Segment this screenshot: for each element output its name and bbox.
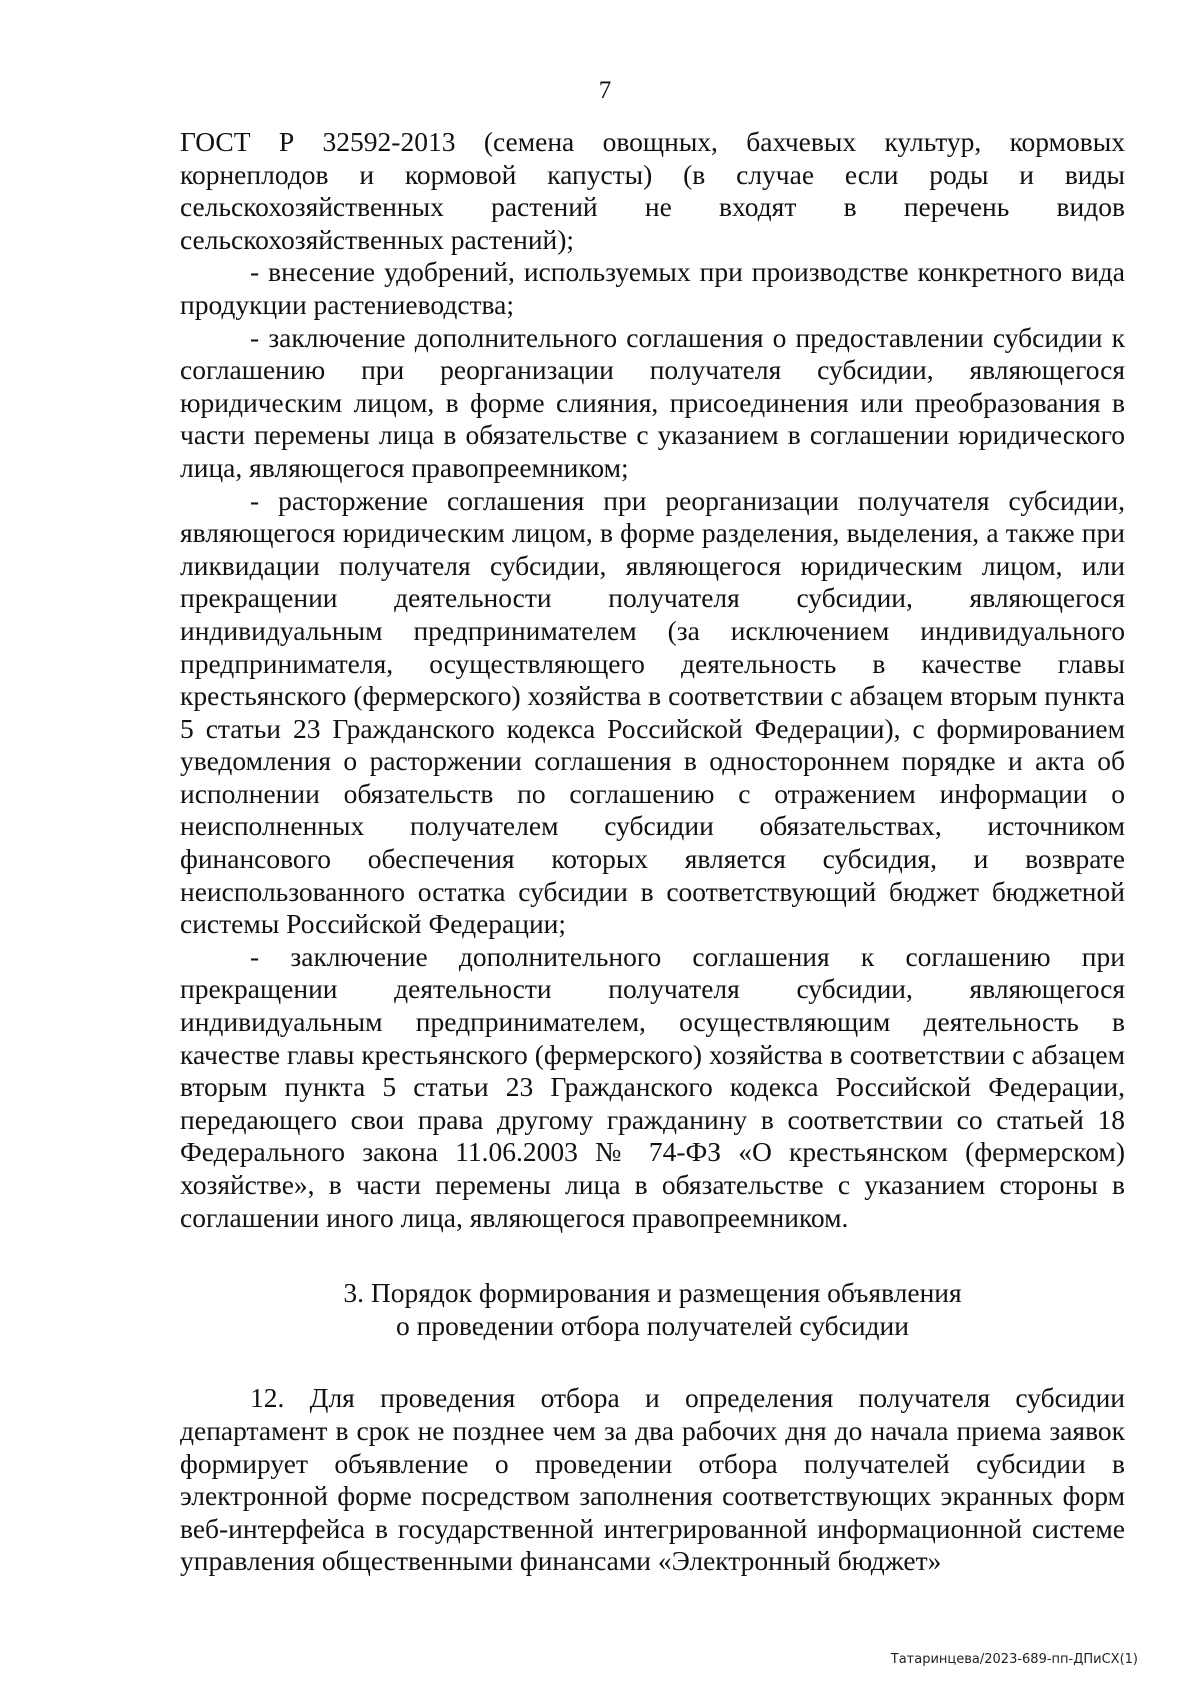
document-body	[180, 126, 1125, 1578]
paragraph-gost-continuation: ГОСТ Р 32592-2013 (семена овощных, бахчевых культур, кормовых корнеплодов и кормовой капусты) (в случае если роды и виды сельскохозяйственных растений не входят в перечень видов сельскохозяйственных растений);	[180, 126, 1125, 255]
paragraph-fertilizers: - внесение удобрений, используемых при производстве конкретного вида продукции растениеводства;	[180, 256, 1125, 320]
paragraph-additional-agreement-reorganization: - заключение дополнительного соглашения о предоставлении субсидии к соглашению при реорганизации получателя субсидии, являющегося юридическим лицом, в форме слияния, присоединения или преобразования в части перемены лица в обязательстве с указанием в соглашении юридического лица, являющегося правопреемником;	[180, 321, 1125, 483]
section-heading-line-1: 3. Порядок формирования и размещения объявления	[343, 1277, 962, 1309]
page-number: 7	[598, 77, 612, 104]
section-heading-line-2: о проведении отбора получателей субсидии	[396, 1309, 909, 1341]
section-heading	[180, 1277, 1125, 1342]
paragraph-item-12: 12. Для проведения отбора и определения получателя субсидии департамент в срок не позднее чем за два рабочих дня до начала приема заявок формирует объявление о проведении отбора получателей субсидии в электронной форме посредством заполнения соответствующих экранных форм веб-интерфейса в государственной интегрированной информационной системе управления общественными финансами «Электронный бюджет»	[180, 1382, 1125, 1577]
document-footer-code: Татаринцева/2023-689-пп-ДПиСХ(1)	[890, 1652, 1138, 1667]
paragraph-additional-agreement-farm: - заключение дополнительного соглашения к соглашению при прекращении деятельности получателя субсидии, являющегося индивидуальным предпринимателем, осуществляющим деятельность в качестве главы крестьянского (фермерского) хозяйства в соответствии с абзацем вторым пункта 5 статьи 23 Гражданского кодекса Российской Федерации, передающего свои права другому гражданину в соответствии со статьей 18 Федерального закона 11.06.2003 № 74-ФЗ «О крестьянском (фермерском) хозяйстве», в части перемены лица в обязательстве с указанием стороны в соглашении иного лица, являющегося правопреемником.	[180, 940, 1125, 1233]
paragraph-agreement-termination: - расторжение соглашения при реорганизации получателя субсидии, являющегося юридическим лицом, в форме разделения, выделения, а также при ликвидации получателя субсидии, являющегося юридическим лицом, или прекращении деятельности получателя субсидии, являющегося индивидуальным предпринимателем (за исключением индивидуального предпринимателя, осуществляющего деятельность в качестве главы крестьянского (фермерского) хозяйства в соответствии с абзацем вторым пункта 5 статьи 23 Гражданского кодекса Российской Федерации), с формированием уведомления о расторжении соглашения в одностороннем порядке и акта об исполнении обязательств по соглашению с отражением информации о неисполненных получателем субсидии обязательствах, источником финансового обеспечения которых является субсидия, и возврате неиспользованного остатка субсидии в соответствующий бюджет бюджетной системы Российской Федерации;	[180, 484, 1125, 940]
